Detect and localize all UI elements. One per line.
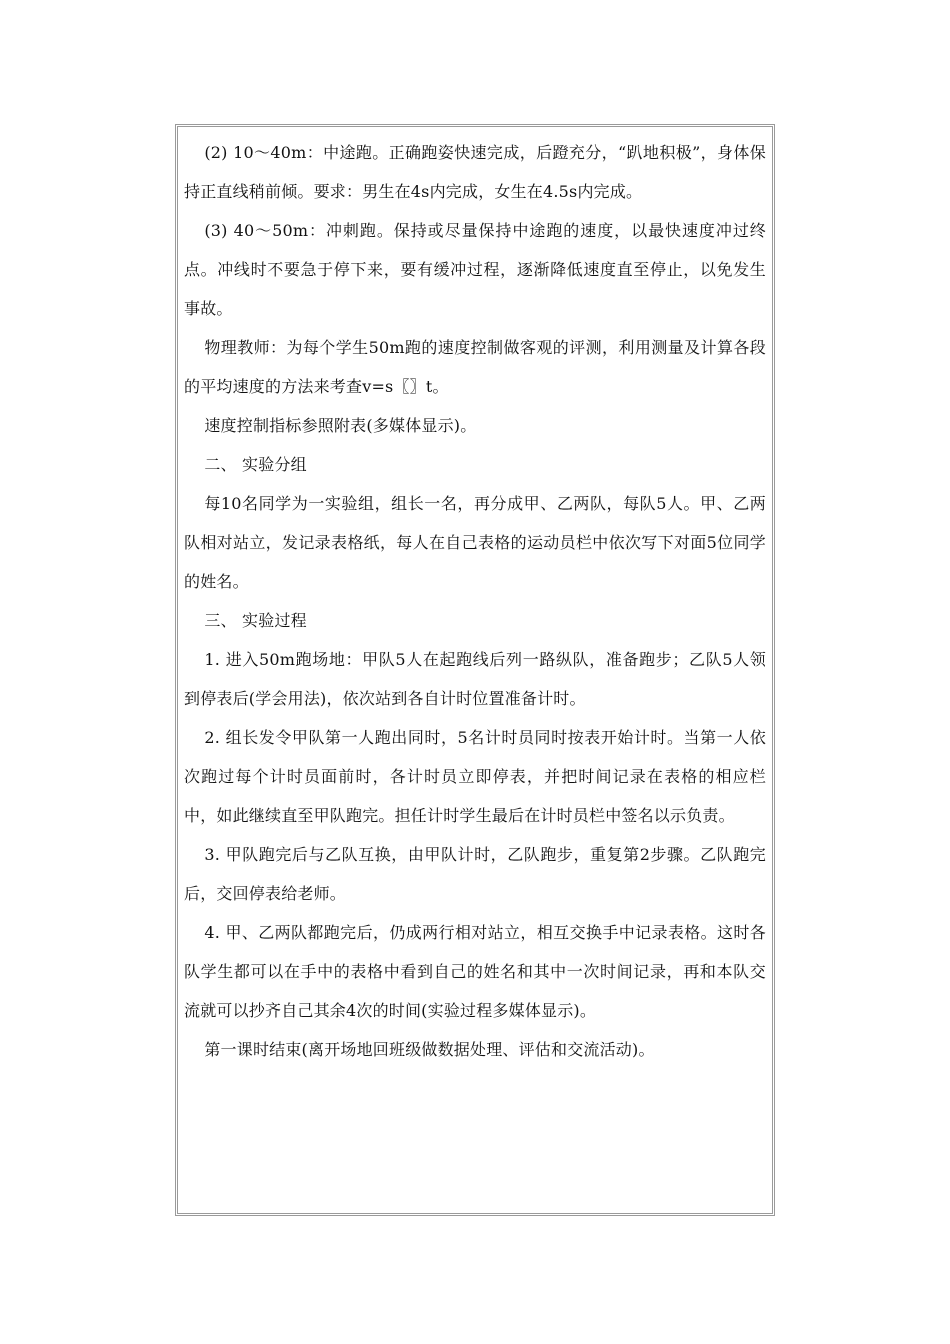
paragraph-mid-run: (2) 10～40m：中途跑。正确跑姿快速完成，后蹬充分，“趴地积极”，身体保持正直线稍前倾。要求：男生在4s内完成，女生在4.5s内完成。 — [184, 143, 766, 201]
paragraph-step-2: 2. 组长发令甲队第一人跑出同时，5名计时员同时按表开始计时。当第一人依次跑过每个计时员面前时，各计时员立即停表，并把时间记录在表格的相应栏中，如此继续直至甲队跑完。担任计时学生最后在计时员栏中签名以示负责。 — [184, 728, 766, 825]
paragraph-grouping: 每10名同学为一实验组，组长一名，再分成甲、乙两队，每队5人。甲、乙两队相对站立，发记录表格纸，每人在自己表格的运动员栏中依次写下对面5位同学的姓名。 — [184, 494, 766, 591]
paragraph-sprint: (3) 40～50m：冲刺跑。保持或尽量保持中途跑的速度，以最快速度冲过终点。冲线时不要急于停下来，要有缓冲过程，逐渐降低速度直至停止，以免发生事故。 — [184, 221, 766, 318]
paragraph-lesson-end: 第一课时结束(离开场地回班级做数据处理、评估和交流活动)。 — [204, 1040, 655, 1059]
paragraph-step-3: 3. 甲队跑完后与乙队互换，由甲队计时，乙队跑步，重复第2步骤。乙队跑完后，交回停表给老师。 — [184, 845, 766, 903]
section-heading-grouping: 二、 实验分组 — [204, 455, 307, 474]
paragraph-step-1: 1. 进入50m跑场地：甲队5人在起跑线后列一路纵队，准备跑步；乙队5人领到停表后(学会用法)，依次站到各自计时位置准备计时。 — [184, 650, 766, 708]
section-heading-process: 三、 实验过程 — [204, 611, 307, 630]
document-frame — [175, 124, 775, 1216]
paragraph-physics-teacher: 物理教师：为每个学生50m跑的速度控制做客观的评测，利用测量及计算各段的平均速度的方法来考查v=s〖〗t。 — [184, 338, 766, 396]
paragraph-step-4: 4. 甲、乙两队都跑完后，仍成两行相对站立，相互交换手中记录表格。这时各队学生都可以在手中的表格中看到自己的姓名和其中一次时间记录，再和本队交流就可以抄齐自己其余4次的时间(实验过程多媒体显示)。 — [184, 923, 766, 1020]
paragraph-speed-index: 速度控制指标参照附表(多媒体显示)。 — [204, 416, 477, 435]
